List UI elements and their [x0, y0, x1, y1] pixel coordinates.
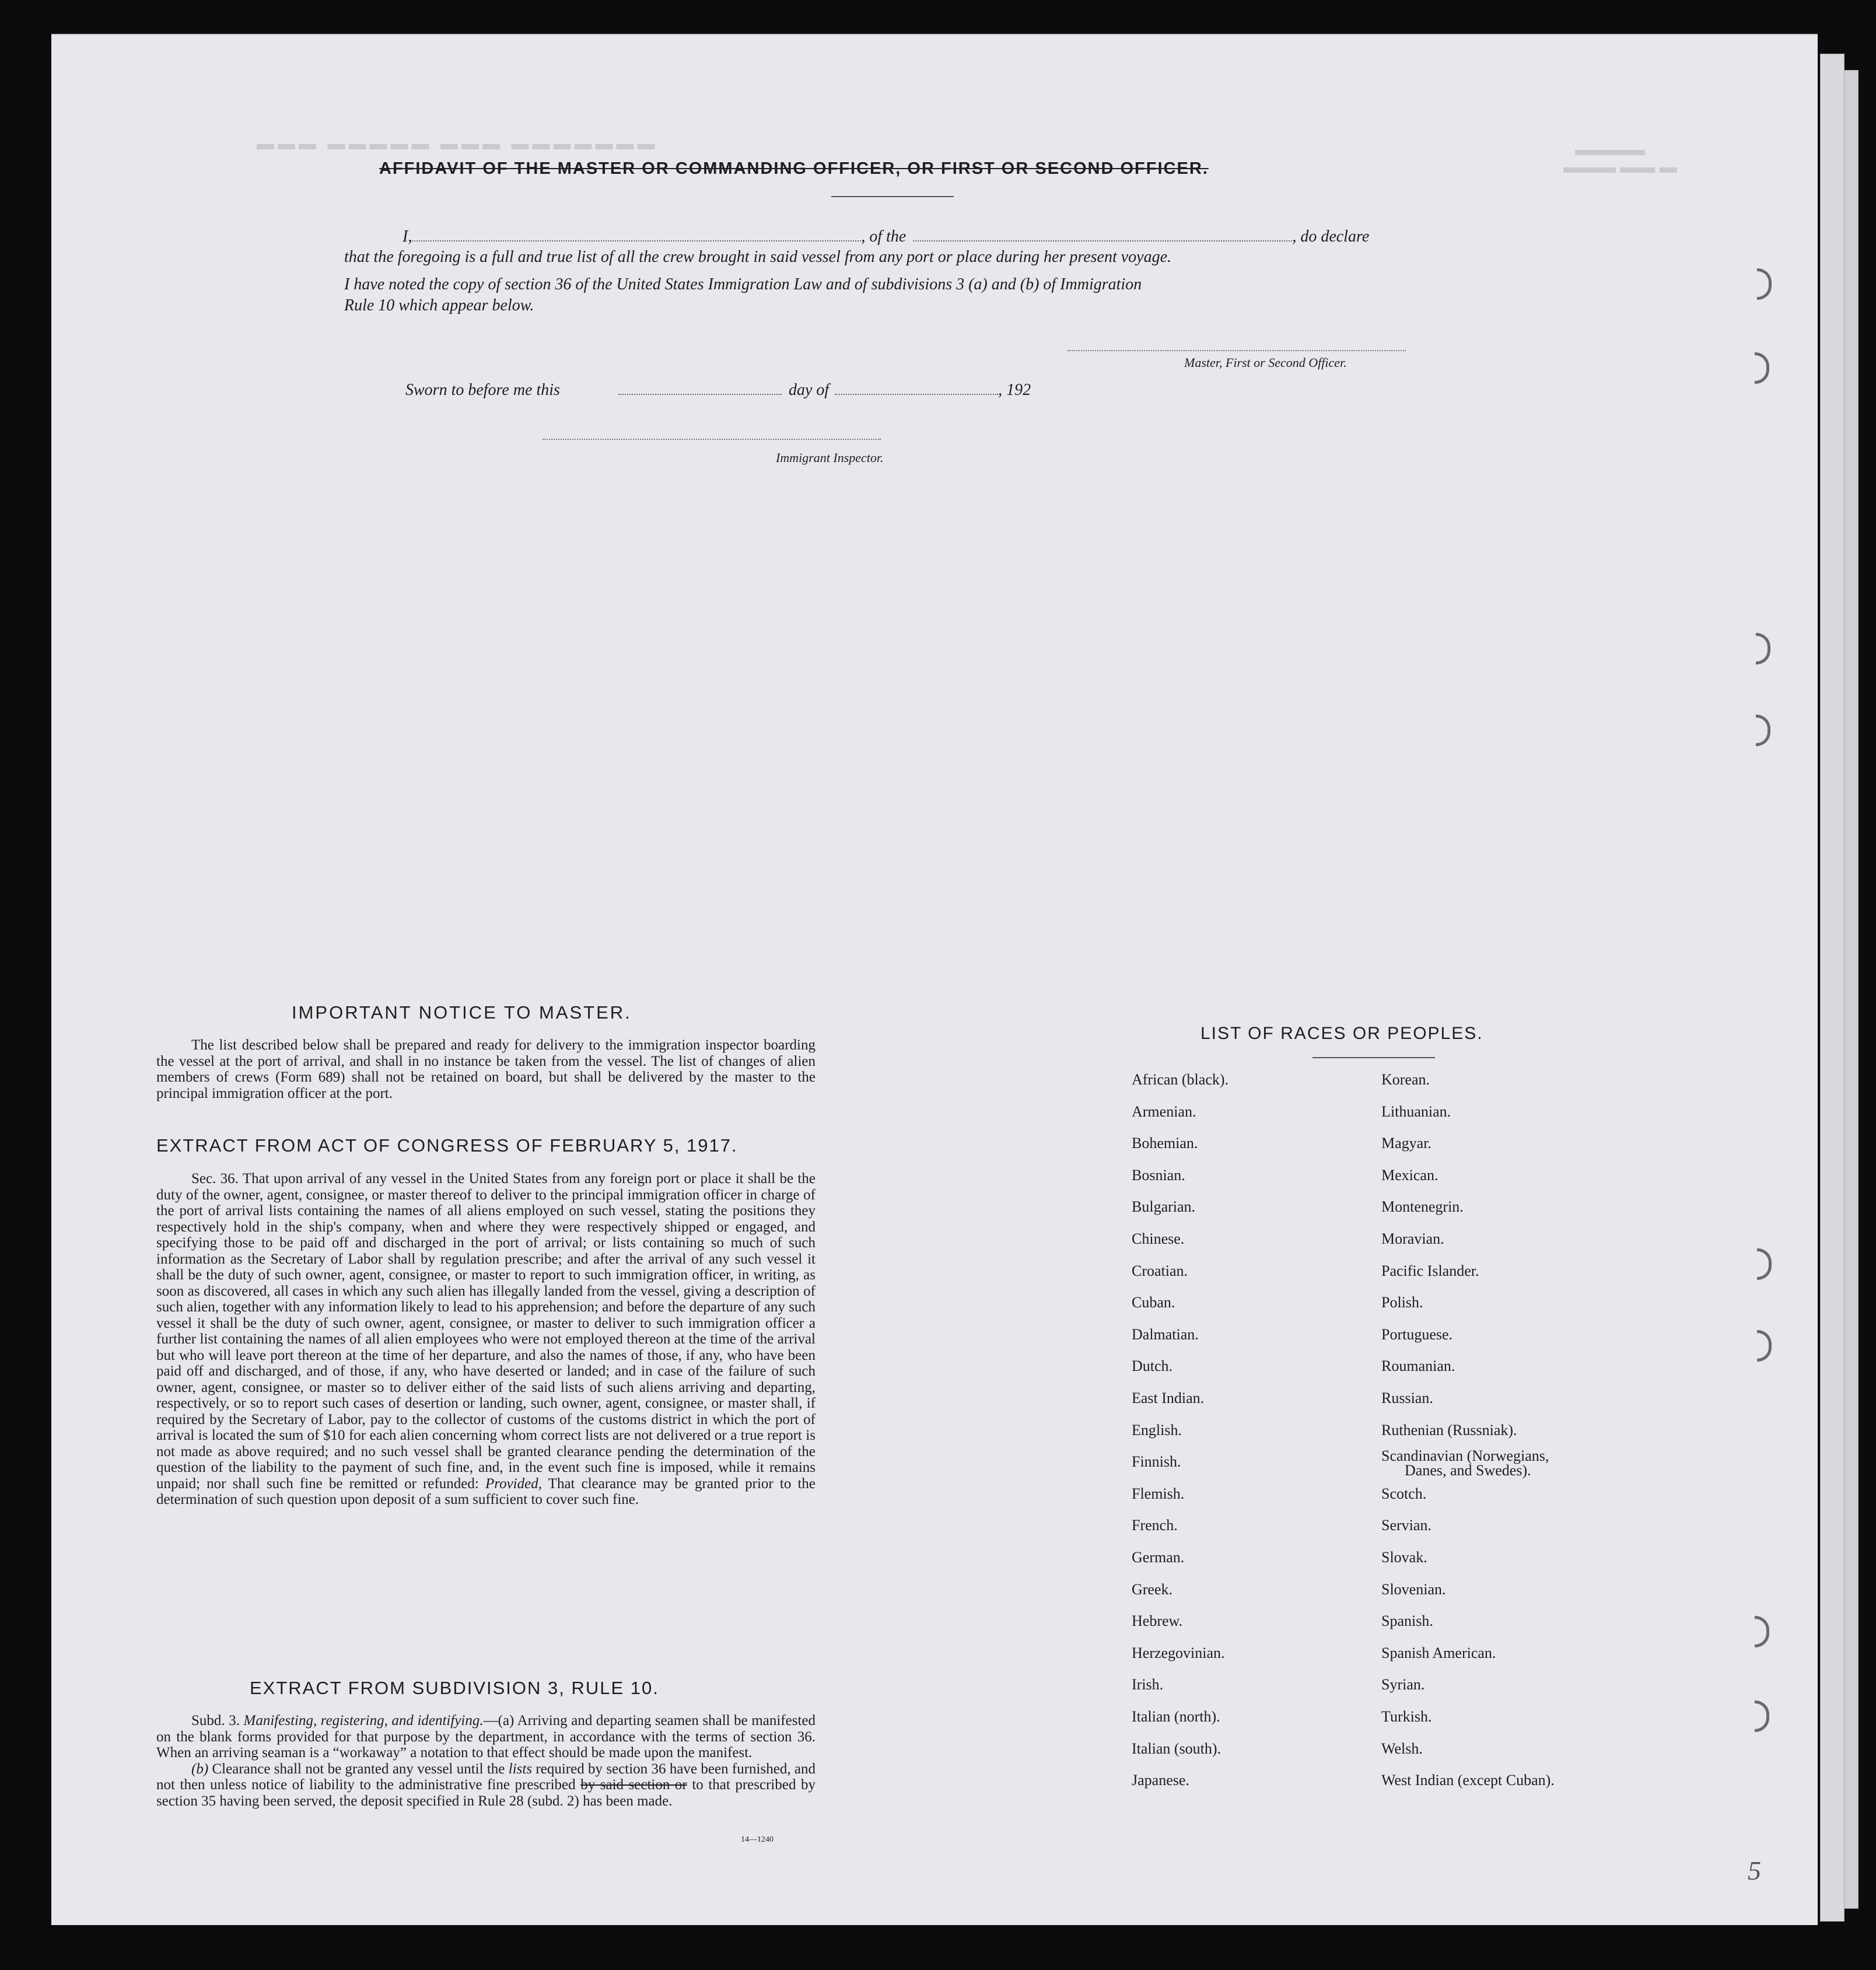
para-b-text-2: required by section 36 have been furnished, and not then unless notice of liability to the administrative fine prescribed — [156, 1761, 816, 1793]
race-item: Spanish. — [1381, 1612, 1433, 1630]
affidavit-line-2: that the foregoing is a full and true list of all the crew brought in said vessel from any port or place during her present voyage. — [344, 248, 1172, 266]
section-36-text-end: That clearance may be granted prior to the determination of such question upon deposit of a sum sufficient to cover such fine. — [156, 1475, 816, 1507]
form-number: 14—1240 — [741, 1835, 774, 1844]
race-item: Flemish. — [1132, 1485, 1185, 1502]
race-item: Turkish. — [1381, 1708, 1432, 1725]
race-item: Bulgarian. — [1132, 1198, 1196, 1216]
race-item: Welsh. — [1381, 1740, 1423, 1757]
document-page — [51, 34, 1818, 1925]
race-item: Irish. — [1132, 1676, 1164, 1693]
year-label: , 192 — [998, 381, 1031, 399]
subd-heading: Manifesting, registering, and identifying. — [243, 1713, 484, 1728]
extract-rule-title: EXTRACT FROM SUBDIVISION 3, RULE 10. — [250, 1678, 659, 1698]
race-item: Herzegovinian. — [1132, 1644, 1225, 1661]
para-b-text-1: Clearance shall not be granted any vessel until the — [212, 1761, 505, 1777]
race-item: Scandinavian (Norwegians, Danes, and Swedes). — [1381, 1447, 1549, 1479]
name-blank[interactable] — [412, 240, 861, 242]
para-a-mark: —(a) — [483, 1713, 514, 1728]
affidavit-line-4: Rule 10 which appear below. — [344, 296, 534, 314]
inspector-signature-line[interactable] — [542, 439, 881, 440]
extract-act-title: EXTRACT FROM ACT OF CONGRESS OF FEBRUARY 5, 1917. — [156, 1135, 738, 1156]
notice-title: IMPORTANT NOTICE TO MASTER. — [292, 1002, 632, 1023]
day-of-label: day of — [788, 381, 830, 399]
race-item: Bohemian. — [1132, 1135, 1198, 1152]
inspector-label: Immigrant Inspector. — [776, 450, 884, 465]
race-item: Spanish American. — [1381, 1644, 1496, 1661]
race-item: French. — [1132, 1517, 1178, 1534]
race-item: German. — [1132, 1549, 1185, 1566]
race-item: Ruthenian (Russniak). — [1381, 1421, 1517, 1439]
affidavit-line-3: I have noted the copy of section 36 of the United States Immigration Law and of subdivisions 3 (a) and (b) of Immigration — [344, 275, 1142, 293]
bleed-through-mark: ▬▬▬ ▬▬ ▬ — [1563, 158, 1677, 177]
race-item: Russian. — [1381, 1390, 1433, 1406]
provided-word: Provided, — [485, 1475, 542, 1492]
notice-text-block — [156, 1037, 816, 1101]
affidavit-line-1 — [402, 228, 1369, 246]
race-item: Moravian. — [1381, 1230, 1444, 1247]
title-divider — [831, 196, 954, 197]
sworn-label: Sworn to before me this — [405, 381, 560, 399]
affidavit-title: AFFIDAVIT OF THE MASTER OR COMMANDING OFFICER, OR FIRST OR SECOND OFFICER. — [379, 159, 1209, 178]
month-blank[interactable] — [835, 394, 998, 395]
race-item: English. — [1132, 1421, 1182, 1439]
race-item: Roumanian. — [1381, 1357, 1455, 1375]
subd-label: Subd. 3. — [191, 1713, 240, 1728]
race-item: Italian (north). — [1132, 1708, 1220, 1725]
race-item: Slovenian. — [1381, 1580, 1446, 1598]
race-item: Mexican. — [1381, 1166, 1438, 1184]
day-blank[interactable] — [618, 394, 782, 395]
extract-rule-text-block — [156, 1713, 816, 1809]
notice-text: The list described below shall be prepared and ready for delivery to the immigration inspector boarding the vessel at the port of arrival, and shall in no instance be taken from the vessel. The list of changes of alien members of crews (Form 689) shall not be retained on board, but shall be delivered by the master to the principal immigration officer at the port. — [156, 1037, 816, 1101]
races-divider — [1312, 1057, 1435, 1058]
sec-label: Sec. 36. — [191, 1171, 239, 1187]
affidavit-of-label: , of the — [861, 228, 907, 246]
para-b-mark: (b) — [191, 1761, 209, 1777]
race-item: Armenian. — [1132, 1103, 1196, 1120]
race-item: Pacific Islander. — [1381, 1262, 1479, 1279]
race-item: Servian. — [1381, 1517, 1432, 1534]
race-item: Finnish. — [1132, 1453, 1181, 1471]
race-item: Syrian. — [1381, 1676, 1425, 1693]
race-item: West Indian (except Cuban). — [1381, 1772, 1555, 1789]
lists-word: lists — [508, 1761, 533, 1777]
race-item: Slovak. — [1381, 1549, 1427, 1566]
page-mark: 5 — [1748, 1856, 1761, 1885]
affidavit-i-label: I, — [402, 228, 412, 246]
race-item: African (black). — [1132, 1071, 1229, 1088]
race-item: Korean. — [1381, 1071, 1430, 1088]
struck-text: by said section or — [580, 1777, 687, 1793]
race-item: Montenegrin. — [1381, 1198, 1464, 1216]
race-item: Polish. — [1381, 1294, 1423, 1311]
race-item: Lithuanian. — [1381, 1103, 1451, 1120]
page-stack-edge — [1843, 70, 1859, 1909]
section-36-text: That upon arrival of any vessel in the United States from any foreign port or place it shall be the duty of the owner, agent, consignee, or master thereof to deliver to the principal immigration officer in charge of the port of arrival lists containing the names of all aliens employed on such vessel, stating the positions they respectively hold in the ship's company, when and where they were respectively shipped or engaged, and specifying those to be paid off and discharged in the port of arrival; or lists containing so much of such information as the Secretary of Labor shall by regulation prescribe; and after the arrival of any such vessel it shall be the duty of such owner, agent, consignee, or master to report to such immigration officer, in writing, as soon as discovered, all cases in which any such alien has illegally landed from the vessel, giving a description of such alien, together with any information likely to lead to his apprehension; and before the departure of any such vessel it shall be the duty of such owner, agent, consignee, or master to deliver to such immigration officer a further list containing the names of all alien employees who were not employed thereon at the time of the arrival but who will leave port thereon at the time of her departure, and also the names of those, if any, who have been paid off and discharged, and of those, if any, who have deserted or landed; and in case of the failure of such owner, agent, consignee, or master so to deliver either of the said lists of such aliens arriving and departing, respectively, or so to report such cases of desertion or landing, such owner, agent, consignee, or master shall, if required by the Secretary of Labor, pay to the collector of customs of the customs district in which the port of arrival is located the sum of $10 for each alien concerning whom correct lists are not delivered or a true report is not made as above required; and no such vessel shall be granted clearance pending the determination of the question of the liability to the payment of such fine, and, in the event such fine is imposed, while it remains unpaid; nor shall such fine be remitted or refunded: — [156, 1171, 816, 1492]
race-item: Dutch. — [1132, 1357, 1173, 1375]
races-title: LIST OF RACES OR PEOPLES. — [1200, 1024, 1483, 1043]
race-item: Magyar. — [1381, 1135, 1432, 1152]
race-item: Italian (south). — [1132, 1740, 1222, 1757]
race-item: Portuguese. — [1381, 1325, 1453, 1343]
affidavit-declare-label: , do declare — [1292, 228, 1370, 246]
bleed-through-mark: ▬▬▬▬ — [1575, 140, 1645, 159]
signature-label: Master, First or Second Officer. — [1184, 355, 1347, 370]
race-item: Scotch. — [1381, 1485, 1427, 1502]
race-item: Bosnian. — [1132, 1166, 1185, 1184]
race-item: Greek. — [1132, 1580, 1173, 1598]
sworn-line — [405, 381, 1031, 400]
vessel-blank[interactable] — [913, 240, 1292, 242]
para-a-text: Arriving and departing seamen shall be manifested on the blank forms provided for that purpose by the department, in accordance with the terms of section 36. When an arriving seaman is a “workaway” a notation to that effect should be made upon the manifest. — [156, 1713, 816, 1761]
race-item: Cuban. — [1132, 1294, 1175, 1311]
extract-act-text-block — [156, 1171, 816, 1508]
signature-line[interactable] — [1068, 350, 1406, 351]
race-item: Hebrew. — [1132, 1612, 1183, 1630]
page-stack-edge — [1820, 54, 1845, 1922]
para-b-text-3: to that prescribed by section 35 having been served, the deposit specified in Rule 28 (subd. 2) has been made. — [156, 1777, 816, 1809]
bleed-through-mark: ▬▬▬ ▬▬▬▬▬ ▬▬▬ ▬▬▬▬▬▬▬ — [257, 134, 659, 153]
race-item: Dalmatian. — [1132, 1325, 1199, 1343]
race-item: Croatian. — [1132, 1262, 1188, 1279]
race-item: Chinese. — [1132, 1230, 1185, 1247]
race-item: East Indian. — [1132, 1390, 1205, 1406]
race-item: Japanese. — [1132, 1772, 1189, 1789]
